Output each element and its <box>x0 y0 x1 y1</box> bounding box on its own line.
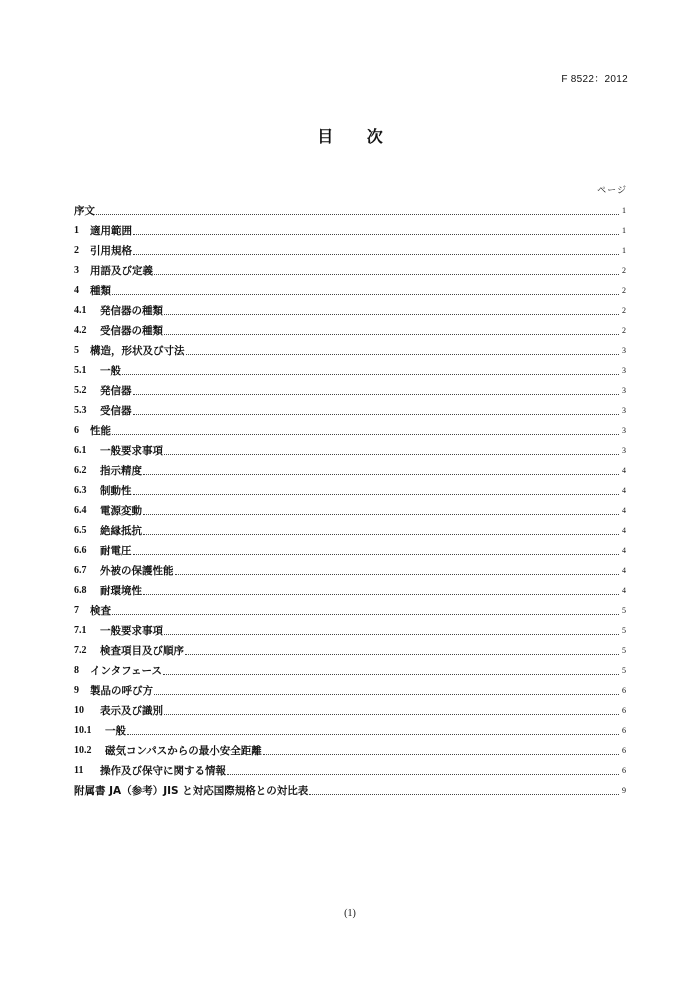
dot-leader <box>133 233 619 235</box>
toc-section-title: 性能 <box>90 425 111 437</box>
toc-section-number: 10.2 <box>74 745 92 756</box>
toc-entry[interactable] <box>74 678 626 698</box>
toc-page-number: 2 <box>622 286 626 295</box>
dot-leader <box>186 353 620 355</box>
toc-page-number: 4 <box>622 466 626 475</box>
toc-section-number: 11 <box>74 765 84 776</box>
toc-section-title: 検査 <box>90 605 111 617</box>
toc-entry-label <box>74 684 153 698</box>
toc-entry-label <box>74 664 162 678</box>
toc-page-number: 2 <box>622 266 626 275</box>
toc-section-number: 5.1 <box>74 365 87 376</box>
toc-entry-label <box>74 524 142 538</box>
toc-section-number: 7.1 <box>74 625 87 636</box>
toc-entry[interactable] <box>74 638 626 658</box>
dot-leader <box>164 333 619 335</box>
dot-leader <box>227 773 619 775</box>
toc-section-title: 一般要求事項 <box>100 625 163 637</box>
toc-section-number: 5.2 <box>74 385 87 396</box>
toc-page-number: 5 <box>622 606 626 615</box>
toc-section-title: 発信器 <box>100 385 132 397</box>
toc-entry-label <box>74 304 163 318</box>
toc-section-number: 6.5 <box>74 525 87 536</box>
toc-section-title: 種類 <box>90 285 111 297</box>
dot-leader <box>133 493 620 495</box>
toc-entry-label <box>74 584 142 598</box>
toc-entry[interactable] <box>74 598 626 618</box>
toc-entry-label <box>74 764 226 778</box>
toc-page-number: 3 <box>622 426 626 435</box>
toc-page-number: 3 <box>622 366 626 375</box>
toc-page-number: 3 <box>622 406 626 415</box>
toc-entry-label <box>74 564 174 578</box>
dot-leader <box>175 573 620 575</box>
toc-section-title: 製品の呼び方 <box>90 685 153 697</box>
page-title: 目 次 <box>317 127 397 146</box>
toc-page-number: 4 <box>622 486 626 495</box>
toc-section-title: 受信器の種類 <box>100 325 163 337</box>
toc-section-number: 9 <box>74 685 79 696</box>
toc-section-number: 3 <box>74 265 79 276</box>
toc-entry[interactable] <box>74 398 626 418</box>
toc-section-number: 4.2 <box>74 325 87 336</box>
toc-entry[interactable] <box>74 558 626 578</box>
dot-leader <box>133 413 620 415</box>
toc-entry-label <box>74 364 121 378</box>
toc-section-title: 検査項目及び順序 <box>100 645 184 657</box>
toc-page-number: 4 <box>622 546 626 555</box>
toc-entry[interactable] <box>74 238 626 258</box>
toc-page-number: 5 <box>622 666 626 675</box>
dot-leader <box>112 293 619 295</box>
toc-entry-label <box>74 484 132 498</box>
toc-section-title: 一般 <box>100 365 121 377</box>
toc-entry[interactable] <box>74 218 626 238</box>
toc-page-number: 1 <box>622 246 626 255</box>
toc-entry-label <box>74 444 163 458</box>
toc-entry-label <box>74 264 153 278</box>
toc-page-number: 2 <box>622 306 626 315</box>
toc-page-number: 3 <box>622 386 626 395</box>
toc-section-title: 指示精度 <box>100 465 142 477</box>
toc-entry-label <box>74 544 132 558</box>
toc-section-title: 附属書 JA（参考）JIS と対応国際規格との対比表 <box>74 785 309 797</box>
toc-entry[interactable] <box>74 338 626 358</box>
dot-leader <box>164 633 619 635</box>
toc-entry[interactable] <box>74 458 626 478</box>
toc-section-title: 発信器の種類 <box>100 305 163 317</box>
toc-section-title: 耐電圧 <box>100 545 132 557</box>
toc-entry-label <box>74 464 142 478</box>
toc-entry[interactable] <box>74 518 626 538</box>
dot-leader <box>154 273 619 275</box>
toc-page-number: 6 <box>622 706 626 715</box>
toc-section-number: 6.7 <box>74 565 87 576</box>
toc-entry-label <box>74 784 308 798</box>
toc-entry-label <box>74 424 111 438</box>
dot-leader <box>112 613 619 615</box>
toc-entry[interactable] <box>74 298 626 318</box>
toc-section-title: 一般 <box>105 725 126 737</box>
dot-leader <box>133 553 620 555</box>
toc-section-number: 6.3 <box>74 485 87 496</box>
toc-section-number: 6 <box>74 425 79 436</box>
toc-page-number: 2 <box>622 326 626 335</box>
toc-entry[interactable] <box>74 538 626 558</box>
toc-entry[interactable] <box>74 718 626 738</box>
toc-section-title: 一般要求事項 <box>100 445 163 457</box>
toc-page-number: 3 <box>622 446 626 455</box>
toc-section-title: 耐環境性 <box>100 585 142 597</box>
toc-page-number: 6 <box>622 726 626 735</box>
toc-entry[interactable] <box>74 198 626 218</box>
toc-section-title: 構造，形状及び寸法 <box>90 345 185 357</box>
toc-page-number: 1 <box>622 226 626 235</box>
toc-page-number: 4 <box>622 586 626 595</box>
toc-section-title: インタフェース <box>90 665 163 677</box>
toc-page-number: 6 <box>622 766 626 775</box>
dot-leader <box>122 373 619 375</box>
dot-leader <box>164 313 619 315</box>
toc-section-number: 10 <box>74 705 84 716</box>
toc-page-number: 1 <box>622 206 626 215</box>
toc-entry-label <box>74 504 142 518</box>
toc-entry-label <box>74 204 95 218</box>
dot-leader <box>185 653 619 655</box>
toc-page-number: 4 <box>622 526 626 535</box>
toc-page-number: 3 <box>622 346 626 355</box>
dot-leader <box>112 433 619 435</box>
toc-entry[interactable] <box>74 378 626 398</box>
toc-entry-label <box>74 284 111 298</box>
toc-section-number: 6.2 <box>74 465 87 476</box>
toc-entry-label <box>74 224 132 238</box>
toc-section-title: 外被の保護性能 <box>100 565 174 577</box>
toc-entry[interactable] <box>74 318 626 338</box>
toc-section-number: 7.2 <box>74 645 87 656</box>
toc-page-number: 4 <box>622 566 626 575</box>
toc-section-number: 2 <box>74 245 79 256</box>
page-number-footer: (1) <box>344 908 356 919</box>
toc-section-title: 引用規格 <box>90 245 132 257</box>
dot-leader <box>96 213 619 215</box>
toc-page-number: 4 <box>622 506 626 515</box>
toc-section-number: 4 <box>74 285 79 296</box>
toc-entry[interactable] <box>74 258 626 278</box>
toc-section-title: 表示及び識別 <box>100 705 163 717</box>
toc-section-title: 磁気コンパスからの最小安全距離 <box>105 745 262 757</box>
table-of-contents <box>74 198 626 798</box>
toc-entry[interactable] <box>74 618 626 638</box>
dot-leader <box>133 253 619 255</box>
toc-entry[interactable] <box>74 358 626 378</box>
toc-entry[interactable] <box>74 478 626 498</box>
toc-entry-label <box>74 704 163 718</box>
toc-entry[interactable] <box>74 658 626 678</box>
toc-entry-label <box>74 624 163 638</box>
toc-section-title: 制動性 <box>100 485 132 497</box>
toc-entry[interactable] <box>74 698 626 718</box>
toc-section-number: 10.1 <box>74 725 92 736</box>
dot-leader <box>133 393 620 395</box>
toc-entry-label <box>74 384 132 398</box>
toc-entry-label <box>74 604 111 618</box>
toc-entry[interactable] <box>74 578 626 598</box>
toc-section-title: 操作及び保守に関する情報 <box>100 765 226 777</box>
toc-section-title: 電源変動 <box>100 505 142 517</box>
toc-section-number: 1 <box>74 225 79 236</box>
toc-entry[interactable] <box>74 758 626 778</box>
toc-page-number: 6 <box>622 746 626 755</box>
toc-section-title: 序文 <box>74 205 95 217</box>
dot-leader <box>164 453 619 455</box>
toc-entry-label <box>74 724 126 738</box>
toc-entry[interactable] <box>74 778 626 798</box>
dot-leader <box>263 753 619 755</box>
toc-section-title: 受信器 <box>100 405 132 417</box>
toc-section-number: 6.1 <box>74 445 87 456</box>
toc-entry[interactable] <box>74 498 626 518</box>
toc-entry-label <box>74 244 132 258</box>
toc-section-number: 5.3 <box>74 405 87 416</box>
toc-entry-label <box>74 344 185 358</box>
toc-section-title: 適用範囲 <box>90 225 132 237</box>
toc-section-number: 6.8 <box>74 585 87 596</box>
toc-page-number: 5 <box>622 646 626 655</box>
dot-leader <box>143 473 619 475</box>
toc-entry-label <box>74 644 184 658</box>
toc-section-number: 4.1 <box>74 305 87 316</box>
toc-section-title: 用語及び定義 <box>90 265 153 277</box>
toc-entry[interactable] <box>74 418 626 438</box>
toc-section-number: 6.4 <box>74 505 87 516</box>
toc-page-number: 9 <box>622 786 626 795</box>
toc-section-title: 絶縁抵抗 <box>100 525 142 537</box>
dot-leader <box>309 793 619 795</box>
toc-section-number: 6.6 <box>74 545 87 556</box>
toc-entry-label <box>74 324 163 338</box>
dot-leader <box>163 673 619 675</box>
dot-leader <box>143 533 619 535</box>
toc-entry[interactable] <box>74 278 626 298</box>
dot-leader <box>143 593 619 595</box>
toc-page-number: 6 <box>622 686 626 695</box>
page-column-heading: ページ <box>597 186 627 196</box>
toc-page-number: 5 <box>622 626 626 635</box>
toc-entry-label <box>74 744 262 758</box>
toc-section-number: 8 <box>74 665 79 676</box>
toc-section-number: 7 <box>74 605 79 616</box>
toc-section-number: 5 <box>74 345 79 356</box>
toc-entry[interactable] <box>74 738 626 758</box>
dot-leader <box>127 733 619 735</box>
dot-leader <box>143 513 619 515</box>
document-code: F 8522：2012 <box>561 74 628 85</box>
dot-leader <box>154 693 619 695</box>
toc-entry-label <box>74 404 132 418</box>
dot-leader <box>164 713 619 715</box>
toc-entry[interactable] <box>74 438 626 458</box>
